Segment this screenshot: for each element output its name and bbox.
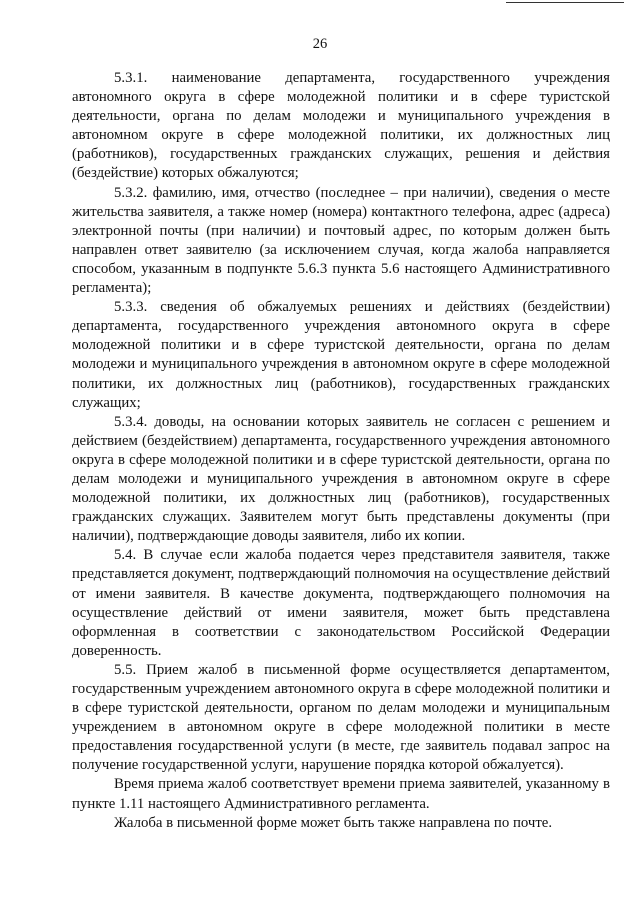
document-body: [72, 69, 610, 833]
paragraph-5-4: 5.4. В случае если жалоба подается через представителя заявителя, также представляется документ, подтверждающий полномочия на осуществление действий от имени заявителя. В качестве документа, подтверждающего полномочия на осуществление действий от имени заявителя, может быть представлена оформленная в соответствии с законодательством Российской Федерации доверенность.: [72, 547, 610, 659]
page-number: 26: [312, 36, 328, 52]
top-rule: [506, 2, 624, 3]
paragraph-5-5: 5.5. Прием жалоб в письменной форме осуществляется департаментом, государственным учреждением автономного округа в сфере молодежной политики и в сфере туристской деятельности, органом по делам молодежи и муниципальным учреждением в автономном округе в сфере молодежной политики в месте предоставления государственной услуги (в месте, где заявитель подавал запрос на получение государственной услуги, нарушение порядка которой обжалуется).: [72, 661, 610, 774]
paragraph-5-3-3: 5.3.3. сведения об обжалуемых решениях и действиях (бездействии) департамента, государственного учреждения автономного округа в сфере молодежной политики и в сфере туристской деятельности, органа по делам молодежи и муниципального учреждения в автономном округе в сфере молодежной политики, их должностных лиц (работников), государственных гражданских служащих;: [72, 299, 610, 411]
paragraph-5-3-4: 5.3.4. доводы, на основании которых заявитель не согласен с решением и действием (бездействием) департамента, государственного учреждения автономного округа в сфере молодежной политики и в сфере туристской деятельности, органа по делам молодежи и муниципального учреждения в автономном округе в сфере молодежной политики, их должностных лиц (работников), государственных гражданских служащих. Заявителем могут быть представлены документы (при наличии), подтверждающие доводы заявителя, либо их копии.: [72, 413, 610, 545]
paragraph-5-3-1: 5.3.1. наименование департамента, государственного учреждения автономного округа в сфере молодежной политики и в сфере туристской деятельности, органа по делам молодежи и муниципального учреждения в автономном округе в сфере молодежной политики, их должностных лиц (работников), государственных гражданских служащих, решения и действия (бездействие) которых обжалуются;: [72, 70, 610, 182]
paragraph-reception-time: Время приема жалоб соответствует времени приема заявителей, указанному в пункте 1.11 настоящего Административного регламента.: [72, 776, 610, 812]
paragraph-postal-complaint: Жалоба в письменной форме может быть также направлена по почте.: [114, 814, 553, 831]
paragraph-5-3-2: 5.3.2. фамилию, имя, отчество (последнее – при наличии), сведения о месте жительства заявителя, а также номер (номера) контактного телефона, адрес (адреса) электронной почты (при наличии) и почтовый адрес, по которым должен быть направлен ответ заявителю (за исключением случая, когда жалоба направляется способом, указанным в подпункте 5.6.3 пункта 5.6 настоящего Административного регламента);: [72, 184, 610, 297]
